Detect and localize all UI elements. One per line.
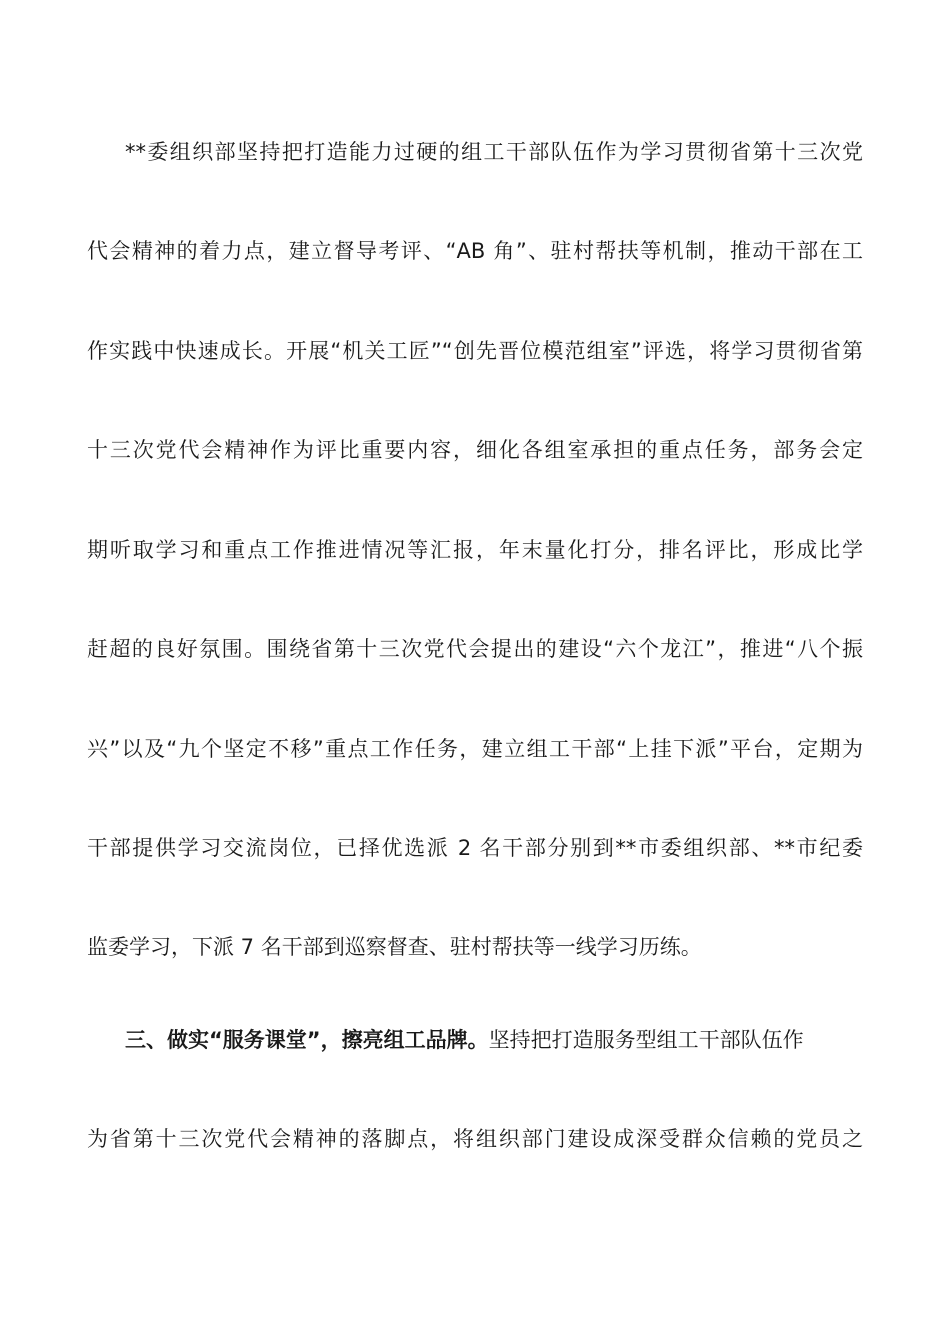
paragraph-2-line-2: 为省第十三次党代会精神的落脚点，将组织部门建设成深受群众信赖的党员之 [87,1127,863,1151]
paragraph-1-line-9: 监委学习，下派 7 名干部到巡察督查、驻村帮扶等一线学习历练。 [87,935,702,959]
paragraph-1-line-4: 十三次党代会精神作为评比重要内容，细化各组室承担的重点任务，部务会定 [87,438,863,462]
paragraph-1-line-2: 代会精神的着力点，建立督导考评、“AB 角”、驻村帮扶等机制，推动干部在工 [87,239,863,263]
paragraph-2-line-1-text: 坚持把打造服务型组工干部队伍作 [488,1028,804,1052]
paragraph-1-line-8: 干部提供学习交流岗位，已择优选派 2 名干部分别到**市委组织部、**市纪委 [87,836,863,860]
paragraph-2-line-1 [125,1025,863,1055]
paragraph-1-line-7: 兴”以及“九个坚定不移”重点工作任务，建立组工干部“上挂下派”平台，定期为 [87,737,863,761]
section-heading: 三、做实“服务课堂”，擦亮组工品牌。 [125,1028,489,1052]
paragraph-1-line-6: 赶超的良好氛围。围绕省第十三次党代会提出的建设“六个龙江”，推进“八个振 [87,637,863,661]
paragraph-1-line-1: **委组织部坚持把打造能力过硬的组工干部队伍作为学习贯彻省第十三次党 [125,140,863,164]
paragraph-1-line-3: 作实践中快速成长。开展“机关工匠”“创先晋位模范组室”评选，将学习贯彻省第 [87,339,863,363]
paragraph-1-line-5: 期听取学习和重点工作推进情况等汇报，年末量化打分，排名评比，形成比学 [87,538,863,562]
